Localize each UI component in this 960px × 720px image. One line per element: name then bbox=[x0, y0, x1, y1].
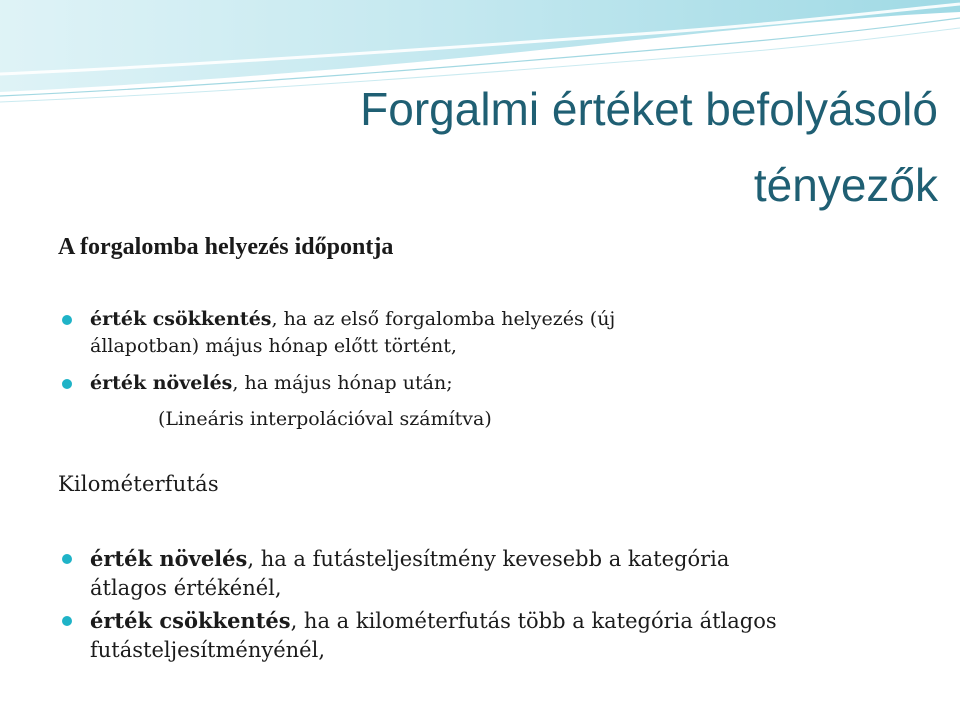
list-item-text: , ha a futásteljesítmény kevesebb a kategória bbox=[247, 547, 730, 571]
list-item-bold: érték növelés bbox=[90, 546, 248, 571]
interpolation-note: (Lineáris interpolációval számítva) bbox=[158, 408, 492, 430]
bullet-icon bbox=[62, 554, 72, 564]
list-item-bold: érték növelés bbox=[90, 372, 233, 394]
list-item-text: , ha az első forgalomba helyezés (új bbox=[271, 308, 616, 330]
list-item-continuation: átlagos értékénél, bbox=[90, 576, 282, 600]
bullet-icon bbox=[62, 379, 72, 389]
list-item-text: , ha május hónap után; bbox=[232, 372, 453, 394]
list-item-bold: érték csökkentés bbox=[90, 608, 291, 633]
list-item-continuation: állapotban) május hónap előtt történt, bbox=[90, 335, 457, 357]
list-item-continuation: futásteljesítményénél, bbox=[90, 638, 325, 662]
list-item-value-increase bbox=[90, 370, 453, 397]
list-item-mileage-increase bbox=[90, 544, 729, 603]
list-item-value-decrease bbox=[90, 306, 615, 360]
list-item-bold: érték csökkentés bbox=[90, 308, 272, 330]
section-heading-mileage: Kilométerfutás bbox=[58, 472, 219, 496]
list-item-mileage-decrease bbox=[90, 606, 777, 665]
list-item-text: , ha a kilométerfutás több a kategória átlagos bbox=[290, 609, 777, 633]
page-title-line-1: Forgalmi értéket befolyásoló bbox=[360, 83, 938, 135]
bullet-icon bbox=[62, 315, 72, 325]
section-heading-registration-date: A forgalomba helyezés időpontja bbox=[58, 234, 394, 260]
page-title-line-2: tényezők bbox=[753, 159, 938, 211]
bullet-icon bbox=[62, 616, 72, 626]
